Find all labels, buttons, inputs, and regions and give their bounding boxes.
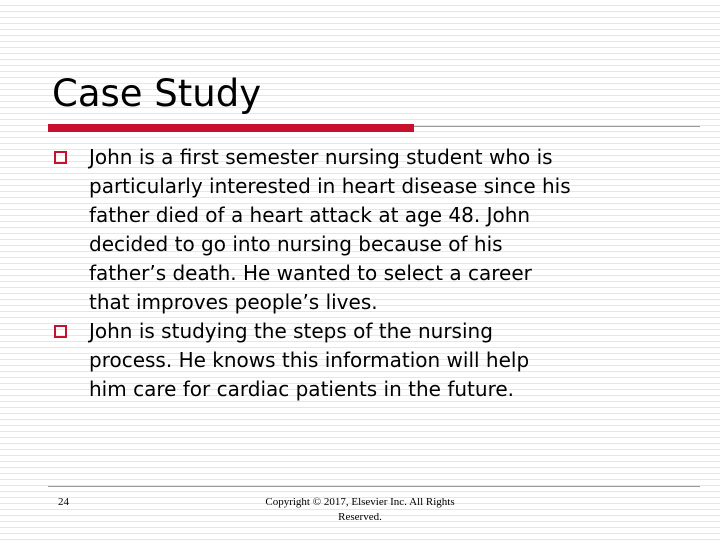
bullet-line: that improves people’s lives. bbox=[89, 290, 378, 314]
bullet-line: decided to go into nursing because of his bbox=[89, 232, 503, 256]
hollow-square-icon bbox=[54, 151, 67, 164]
bullet-item bbox=[0, 317, 669, 404]
bullet-list bbox=[0, 143, 669, 404]
slide-title: Case Study bbox=[52, 72, 262, 115]
page-number: 24 bbox=[58, 496, 69, 508]
footer-rule bbox=[48, 486, 700, 487]
bullet-line: process. He knows this information will help bbox=[89, 348, 530, 372]
copyright-notice bbox=[240, 495, 480, 525]
bullet-line: John is a first semester nursing student who is bbox=[89, 145, 553, 169]
bullet-line: father died of a heart attack at age 48. John bbox=[89, 203, 531, 227]
bullet-line: him care for cardiac patients in the future. bbox=[89, 377, 515, 401]
bullet-line: particularly interested in heart disease since his bbox=[89, 174, 571, 198]
title-accent-bar bbox=[48, 124, 414, 132]
bullet-item bbox=[0, 143, 669, 317]
copyright-line: Copyright © 2017, Elsevier Inc. All Rights bbox=[265, 496, 455, 508]
copyright-line: Reserved. bbox=[338, 511, 382, 523]
hollow-square-icon bbox=[54, 325, 67, 338]
bullet-line: father’s death. He wanted to select a career bbox=[89, 261, 532, 285]
bullet-line: John is studying the steps of the nursing bbox=[89, 319, 493, 343]
